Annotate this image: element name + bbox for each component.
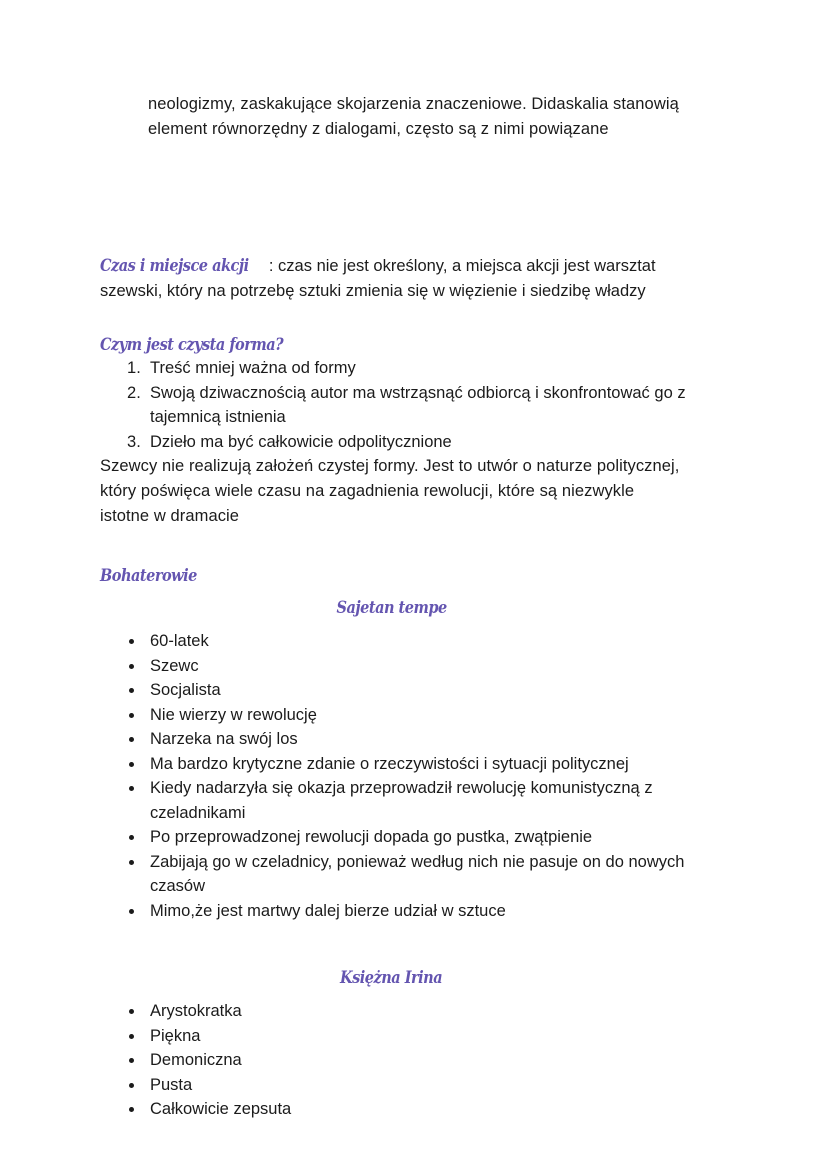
list-item: Mimo,że jest martwy dalej bierze udział w sztuce [100,899,720,924]
pure-form-list [100,356,740,454]
character-name-row [100,597,683,619]
list-item: Treść mniej ważna od formy [150,359,356,377]
spacer [100,619,740,629]
list-item: Narzeka na swój los [100,727,720,752]
list-item: Demoniczna [100,1048,720,1073]
spacer [100,989,740,999]
document-content [100,92,740,1122]
list-item: 60-latek [100,629,720,654]
time-place-body: czas nie jest określony, a miejsca akcji jest warsztat szewski, który na potrzebę sztuki zmienia się w więzienie i siedzibę władzy [100,257,656,300]
list-item: Socjalista [100,678,720,703]
heading-sajetan-tempe: Sajetan tempe [336,598,447,617]
time-place-colon: : [268,257,274,275]
spacer [100,587,740,597]
list-item: Zabijają go w czeladnicy, ponieważ według nich nie pasuje on do nowych czasów [100,850,720,899]
character-name-row [100,967,683,989]
spacer [100,304,740,334]
list-item: Dzieło ma być całkowicie odpolitycznione [150,432,452,451]
list-item: Kiedy nadarzyła się okazja przeprowadził rewolucję komunistyczną z czeladnikami [100,776,720,825]
heading-czym-jest-czysta-forma: Czym jest czysta forma? [100,335,284,354]
list-item: Arystokratka [100,999,720,1024]
heading-bohaterowie: Bohaterowie [100,566,197,585]
spacer [100,142,740,254]
list-item: Piękna [100,1024,720,1049]
intro-paragraph: neologizmy, zaskakujące skojarzenia znaczeniowe. Didaskalia stanowią element równorzędny z dialogami, często są z nimi powiązane [148,95,679,138]
time-place-line [100,254,683,304]
characters-heading-row [100,565,740,587]
irina-traits-list [100,999,740,1122]
sajetan-traits-list [100,629,740,923]
list-item: Swoją dziwacznością autor ma wstrząsnąć odbiorcą i skonfrontować go z tajemnicą istnienia [150,383,686,426]
spacer [100,923,740,967]
list-item: Całkowicie zepsuta [100,1097,720,1122]
heading-ksiezna-irina: Księżna Irina [340,968,443,987]
list-item: Nie wierzy w rewolucję [100,703,720,728]
list-item: Pusta [100,1073,720,1098]
pure-form-heading-row [100,334,740,356]
spacer [100,529,740,565]
list-item: Szewc [100,654,720,679]
list-item: Ma bardzo krytyczne zdanie o rzeczywistości i sytuacji politycznej [100,752,720,777]
pure-form-paragraph: Szewcy nie realizują założeń czystej formy. Jest to utwór o naturze politycznej, który poświęca wiele czasu na zagadnienia rewolucji, które są niezwykle istotne w dramacie [100,457,680,525]
list-item: Po przeprowadzonej rewolucji dopada go pustka, zwątpienie [100,825,720,850]
heading-czas-i-miejsce-akcji: Czas i miejsce akcji [100,256,249,275]
